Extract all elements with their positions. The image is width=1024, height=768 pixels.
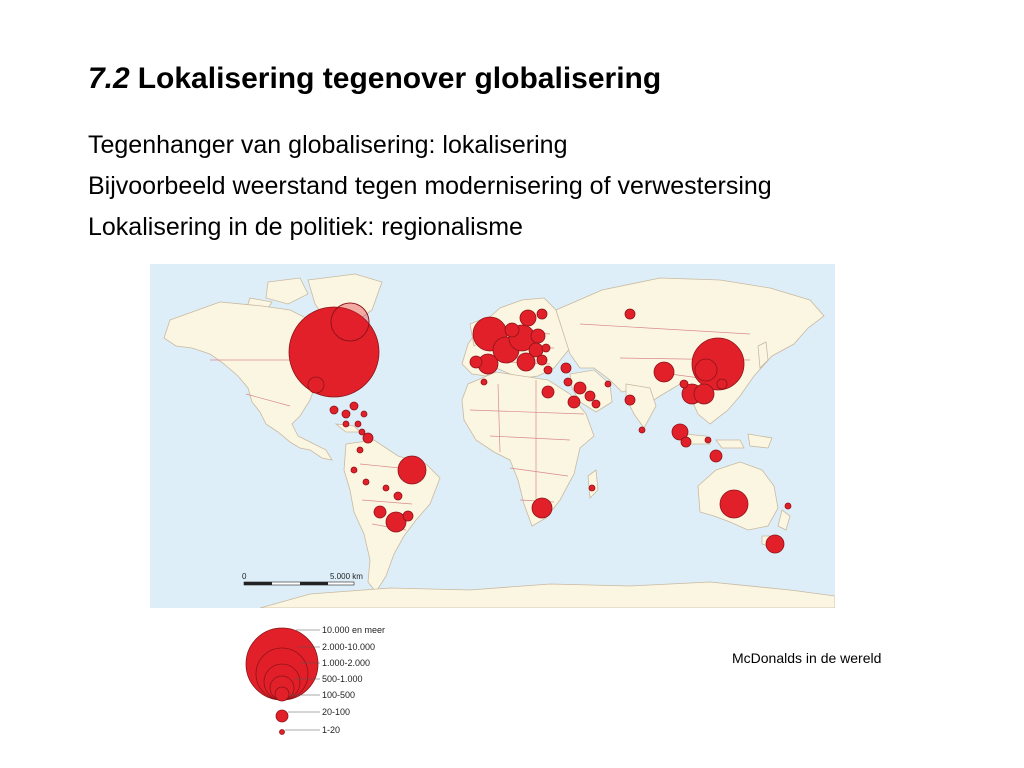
slide-title (88, 62, 661, 96)
scale-bar-segment-1 (244, 582, 272, 585)
marker-oman (605, 381, 611, 387)
title-number: 7.2 (88, 62, 130, 95)
bullet-item: Lokalisering in de politiek: regionalisme (88, 213, 523, 241)
marker-mexico (308, 377, 324, 393)
marker-romania (542, 344, 550, 352)
legend-circle-1-20 (280, 730, 285, 735)
marker-new-zealand (766, 535, 784, 553)
marker-colombia (357, 447, 363, 453)
marker-israel (564, 378, 572, 386)
marker-mauritius (589, 485, 595, 491)
bullet-item: Tegenhanger van globalisering: lokalisering (88, 131, 568, 159)
marker-gulf-1 (585, 391, 595, 401)
marker-bolivia (383, 485, 389, 491)
marker-egypt (542, 386, 554, 398)
marker-sri-lanka (639, 427, 645, 433)
marker-japan (695, 359, 717, 381)
legend-label: 100-500 (322, 690, 356, 700)
marker-middle-east-1 (574, 382, 586, 394)
marker-singapore (681, 437, 691, 447)
bullet-list (88, 125, 772, 248)
marker-india (654, 362, 674, 382)
map-caption: McDonalds in de wereld (732, 650, 882, 666)
world-map (150, 264, 835, 608)
marker-netherlands (505, 323, 519, 337)
marker-central-america-5 (355, 421, 361, 427)
marker-ecuador (351, 467, 357, 473)
marker-indonesia (710, 450, 722, 462)
marker-south-africa (532, 498, 552, 518)
marker-thailand (680, 380, 688, 388)
marker-balkans (537, 355, 547, 365)
map-legend (236, 622, 436, 740)
marker-central-america-3 (350, 402, 358, 410)
legend-label: 1.000-2.000 (322, 658, 371, 668)
marker-caribbean (361, 411, 367, 417)
marker-new-caledonia (785, 503, 791, 509)
bullet-item: Bijvoorbeeld weerstand tegen modernisering of verwestersing (88, 172, 772, 200)
legend-label: 1-20 (322, 725, 341, 735)
marker-canada-fill (331, 303, 369, 341)
marker-philippines (717, 379, 727, 389)
marker-central-america-4 (343, 421, 349, 427)
marker-uruguay (403, 511, 413, 521)
marker-poland (531, 329, 545, 343)
marker-saudi-arabia (568, 396, 580, 408)
marker-central-america-2 (342, 410, 350, 418)
marker-portugal (470, 356, 482, 368)
legend-label: 10.000 en meer (322, 625, 386, 635)
legend-label: 500-1.000 (322, 674, 363, 684)
marker-taiwan (694, 384, 714, 404)
marker-central-america-6 (359, 429, 365, 435)
legend-circle-20-100 (276, 710, 288, 722)
marker-venezuela (363, 433, 373, 443)
marker-greece (544, 366, 552, 374)
scale-bar-start: 0 (242, 572, 247, 581)
marker-brazil (398, 456, 426, 484)
legend-circles (246, 628, 318, 735)
scale-bar-segment-2 (300, 582, 328, 585)
marker-paraguay (394, 492, 402, 500)
marker-brunei (705, 437, 711, 443)
legend-label: 20-100 (322, 707, 351, 717)
marker-morocco (481, 379, 487, 385)
marker-chile (374, 506, 386, 518)
marker-scandinavia (520, 310, 536, 326)
marker-gulf-2 (592, 400, 600, 408)
scale-bar-end: 5.000 km (330, 572, 363, 581)
legend-label: 2.000-10.000 (322, 642, 376, 652)
title-text: Lokalisering tegenover globalisering (137, 62, 662, 95)
marker-central-america-1 (330, 406, 338, 414)
marker-sweden (537, 309, 547, 319)
marker-australia (720, 490, 748, 518)
marker-turkey (561, 363, 571, 373)
marker-pakistan (625, 395, 635, 405)
marker-russia (625, 309, 635, 319)
legend-labels (322, 625, 385, 735)
marker-peru (363, 479, 369, 485)
legend-circle-100-500 (275, 687, 289, 701)
